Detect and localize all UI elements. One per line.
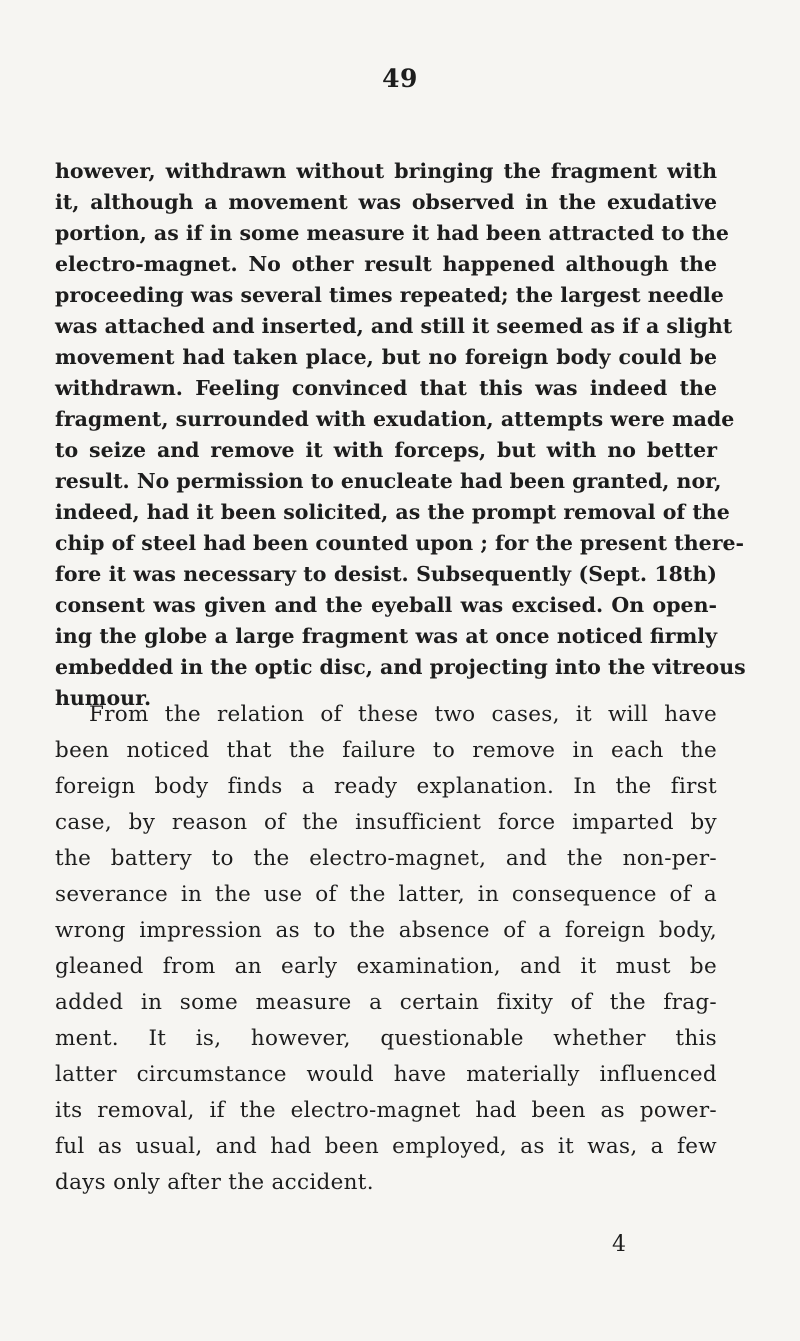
text-line: indeed, had it been solicited, as the prompt removal of the (55, 500, 730, 524)
text-line: however, withdrawn without bringing the fragment with (55, 159, 717, 183)
text-line: result. No permission to enucleate had been granted, nor, (55, 469, 722, 493)
text-line: days only after the accident. (55, 1170, 374, 1195)
text-line: chip of steel had been counted upon ; for the present there- (55, 531, 745, 555)
text-line: ment. It is, however, questionable whether this (55, 1026, 717, 1051)
text-line: fore it was necessary to desist. Subsequently (Sept. 18th) (55, 562, 717, 586)
text-line: portion, as if in some measure it had been attracted to the (55, 221, 729, 245)
text-line: From the relation of these two cases, it will have (89, 702, 717, 727)
text-line: embedded in the optic disc, and projecting into the vitreous (55, 655, 746, 679)
text-line: it, although a movement was observed in the exudative (55, 190, 717, 214)
text-line: to seize and remove it with forceps, but with no better (55, 438, 717, 462)
text-line: was attached and inserted, and still it seemed as if a slight (55, 314, 733, 338)
text-line: fragment, surrounded with exudation, attempts were made (55, 407, 735, 431)
text-line: its removal, if the electro-magnet had been as power- (55, 1098, 717, 1123)
paragraph-1 (55, 156, 746, 714)
text-line: withdrawn. Feeling convinced that this was indeed the (55, 376, 717, 400)
signature-mark: 4 (612, 1232, 626, 1257)
text-line: the battery to the electro-magnet, and the non-per- (55, 846, 717, 871)
text-line: proceeding was several times repeated; the largest needle (55, 283, 724, 307)
text-line: case, by reason of the insufficient force imparted by (55, 810, 717, 835)
text-line: ful as usual, and had been employed, as it was, a few (55, 1134, 717, 1159)
text-line: added in some measure a certain fixity of the frag- (55, 990, 717, 1015)
paragraph-2 (55, 697, 717, 1201)
text-line: severance in the use of the latter, in consequence of a (55, 882, 717, 907)
text-line: electro-magnet. No other result happened although the (55, 252, 717, 276)
text-line: latter circumstance would have materially influenced (55, 1062, 717, 1087)
text-line: ing the globe a large fragment was at once noticed firmly (55, 624, 717, 648)
text-line: movement had taken place, but no foreign body could be (55, 345, 717, 369)
text-line: gleaned from an early examination, and it must be (55, 954, 717, 979)
text-line: wrong impression as to the absence of a foreign body, (55, 918, 717, 943)
text-line: foreign body finds a ready explanation. In the first (55, 774, 717, 799)
text-line: humour. (55, 686, 152, 710)
text-line: been noticed that the failure to remove in each the (55, 738, 717, 763)
page-number: 49 (382, 64, 418, 93)
text-line: consent was given and the eyeball was excised. On open- (55, 593, 717, 617)
